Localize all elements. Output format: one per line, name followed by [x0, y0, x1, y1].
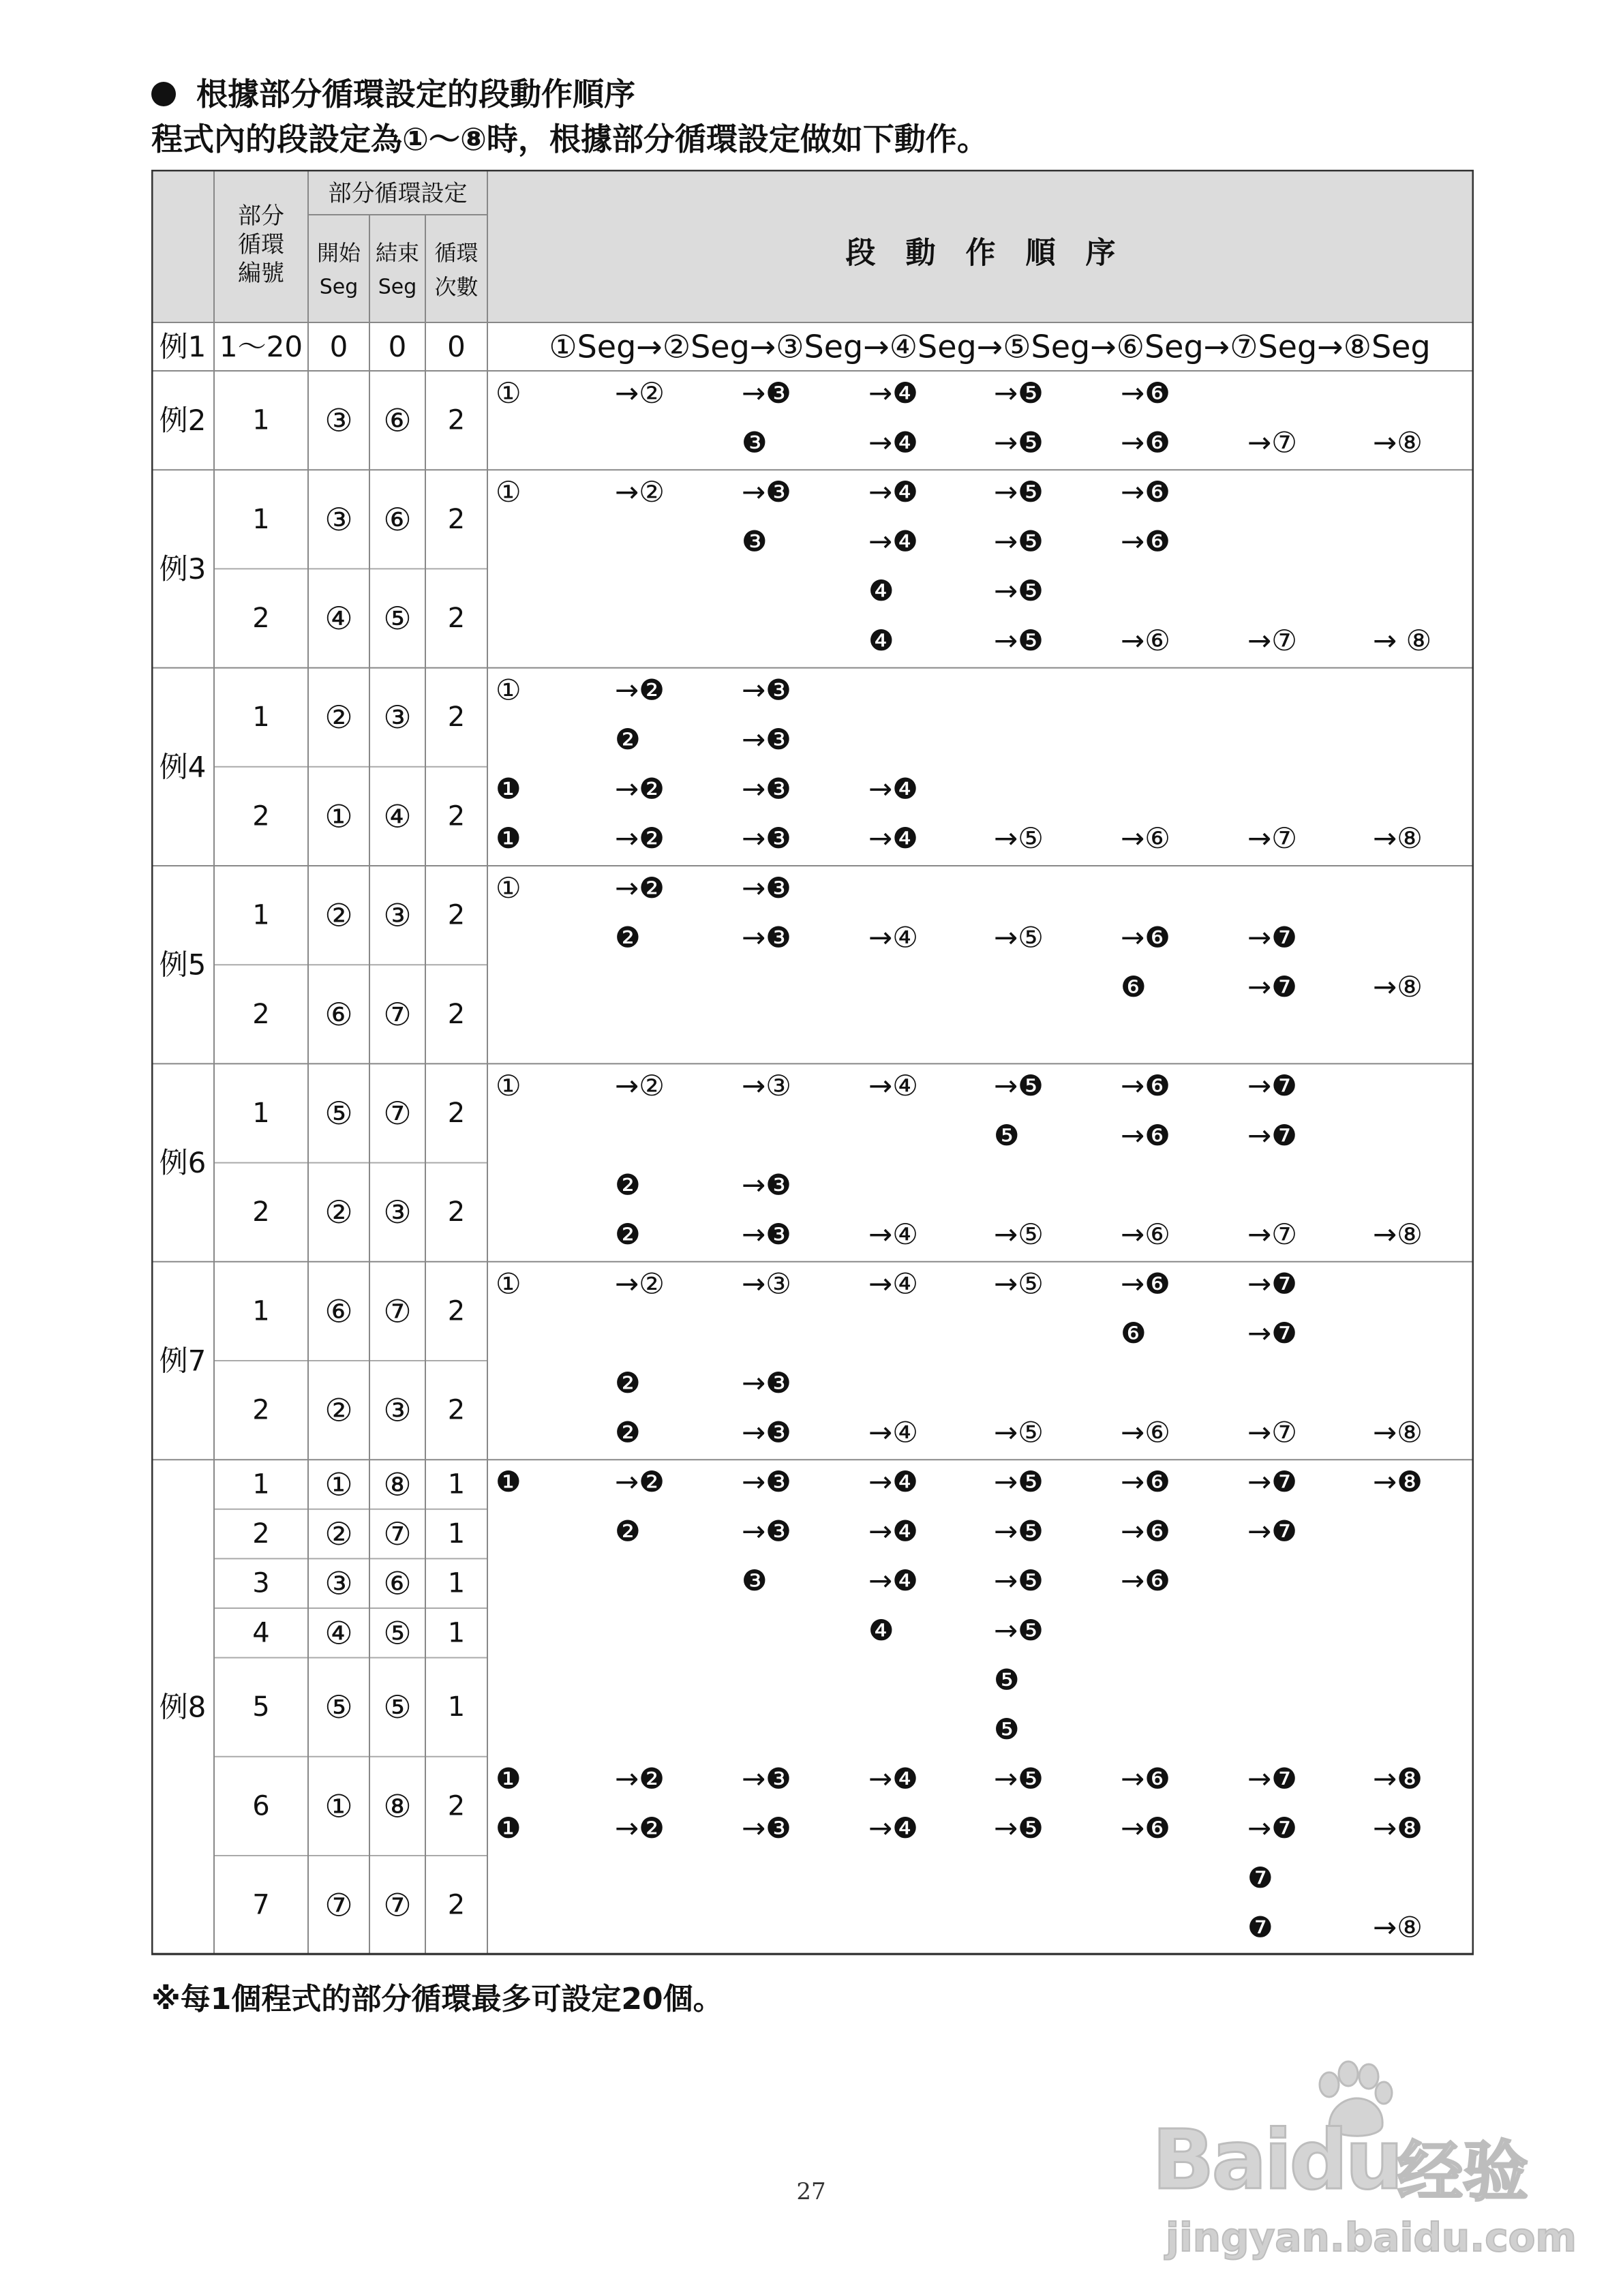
sequence-step: →②: [615, 1069, 665, 1103]
sequence-step: ❼: [1247, 1860, 1273, 1894]
example-label: 例2: [159, 404, 207, 438]
sequence-step: →❹: [868, 1811, 918, 1845]
sequence-step: →⑦: [1247, 821, 1297, 856]
sequence-step: →❻: [1121, 376, 1170, 410]
sequence-step: →❸: [742, 1514, 791, 1548]
sequence-step: →❸: [742, 1168, 791, 1202]
start-seg: ④: [324, 1614, 353, 1652]
example-label: 例7: [159, 1344, 207, 1378]
sequence-step: ①: [496, 1267, 521, 1301]
sequence-step: →⑥: [1121, 1415, 1170, 1449]
start-seg: ③: [324, 402, 353, 439]
sequence-step: ❶: [496, 1762, 521, 1796]
sequence-step: → ⑧: [1373, 623, 1432, 657]
sequence-step: →❸: [742, 376, 791, 410]
end-seg: ⑥: [383, 402, 412, 439]
sequence-step: →❼: [1247, 1267, 1297, 1301]
loop-count: 1: [447, 1518, 466, 1550]
sequence-step: →❸: [742, 1811, 791, 1845]
sequence-step: →❷: [615, 871, 665, 905]
start-seg: ③: [324, 1565, 353, 1602]
sequence-step: →❻: [1121, 425, 1170, 459]
sequence-step: →③: [742, 1069, 791, 1103]
sequence-step: →❺: [994, 1514, 1044, 1548]
loop-count: 2: [447, 1196, 466, 1228]
sequence-step: →❼: [1247, 1118, 1297, 1152]
sequence-step: →③: [742, 1267, 791, 1301]
sequence-step: →❻: [1121, 1811, 1170, 1845]
sequence-step: ❷: [615, 1168, 641, 1202]
section-heading-text: 根據部分循環設定的段動作順序: [196, 76, 635, 112]
sequence-step: →❸: [742, 772, 791, 806]
sequence-step: →②: [615, 376, 665, 410]
end-seg: ⑥: [383, 500, 412, 538]
sequence-step: →❷: [615, 1811, 665, 1845]
sequence-step: →⑧: [1373, 970, 1423, 1003]
end-seg: ⑤: [383, 600, 412, 637]
loop-count: 2: [447, 1790, 466, 1822]
sequence-step: →❺: [994, 1762, 1044, 1796]
sequence-step: →❷: [615, 673, 665, 707]
sequence-step: ❷: [615, 1415, 641, 1449]
header-loop-no: 部分: [238, 202, 284, 230]
sequence-step: →⑥: [1121, 623, 1170, 657]
sequence-step: →❼: [1247, 970, 1297, 1003]
sequence-step: →❻: [1121, 475, 1170, 509]
end-seg: ③: [383, 1391, 412, 1429]
sequence-step: ❹: [868, 1613, 894, 1647]
start-seg: ①: [324, 1787, 353, 1825]
sequence-step: →⑧: [1373, 1218, 1423, 1251]
loop-no: 1: [252, 1468, 270, 1500]
end-seg: ⑦: [383, 1095, 412, 1132]
sequence-step: →⑤: [994, 920, 1044, 954]
sequence-step: ❼: [1247, 1910, 1273, 1944]
sequence-step: →❸: [742, 1218, 791, 1251]
loop-count: 1: [447, 1691, 466, 1723]
page-number: 27: [796, 2178, 826, 2205]
sequence-step: ❻: [1121, 970, 1147, 1003]
sequence-step: →❻: [1121, 1762, 1170, 1796]
header-count: 循環: [434, 240, 479, 266]
sequence-step: →❹: [868, 376, 918, 410]
sequence-step: ❷: [615, 920, 641, 954]
sequence-step: →❹: [868, 821, 918, 856]
loop-no: 5: [252, 1691, 270, 1723]
sequence-step: →❸: [742, 1762, 791, 1796]
loop-count: 2: [447, 1295, 466, 1327]
loop-no: 6: [252, 1790, 270, 1822]
sequence-step: ❺: [994, 1118, 1020, 1152]
start-seg: ⑤: [324, 1689, 353, 1726]
end-seg: ⑧: [383, 1466, 412, 1503]
loop-count: 2: [447, 998, 466, 1030]
sequence-step: →⑧: [1373, 425, 1423, 459]
table-svg: [151, 170, 1474, 1957]
sequence-step: →❸: [742, 673, 791, 707]
sequence-step: →⑦: [1247, 1218, 1297, 1251]
sequence-step: →❷: [615, 1762, 665, 1796]
sequence-step: →❺: [994, 1811, 1044, 1845]
start-seg: ③: [324, 500, 353, 538]
sequence-step: →❸: [742, 1415, 791, 1449]
loop-count: 2: [447, 800, 466, 832]
end-seg: 0: [388, 330, 407, 363]
segment-sequence-table: [151, 170, 1474, 1957]
end-seg: ⑤: [383, 1614, 412, 1652]
sequence-step: →④: [868, 1415, 918, 1449]
sequence-step: ❷: [615, 723, 641, 756]
sequence-step: →❺: [994, 1069, 1044, 1103]
sequence-step: →②: [615, 1267, 665, 1301]
loop-count: 2: [447, 1394, 466, 1426]
sequence-step: →❺: [994, 623, 1044, 657]
loop-no: 2: [252, 603, 270, 634]
sequence-step: ❸: [742, 425, 768, 459]
loop-count: 2: [447, 503, 466, 535]
header-start: 開始: [316, 240, 361, 266]
end-seg: ③: [383, 699, 412, 736]
sequence-step: →④: [868, 1267, 918, 1301]
sequence-step: →⑧: [1373, 821, 1423, 856]
end-seg: ⑤: [383, 1689, 412, 1726]
sequence-step: →❷: [615, 1465, 665, 1498]
sequence-step: →❼: [1247, 1811, 1297, 1845]
header-count: 次數: [434, 274, 479, 300]
sequence-step: →⑦: [1247, 623, 1297, 657]
sequence-step: →❻: [1121, 524, 1170, 558]
sequence-step: →④: [868, 1069, 918, 1103]
sequence-step: →❼: [1247, 1514, 1297, 1548]
header-loop-no: 編號: [238, 260, 284, 287]
sequence-step: ❺: [994, 1663, 1020, 1697]
sequence-step: →❺: [994, 1465, 1044, 1498]
sequence-step: ❷: [615, 1218, 641, 1251]
sequence-step: →⑤: [994, 1415, 1044, 1449]
sequence-step: ①: [496, 871, 521, 905]
loop-count: 2: [447, 1889, 466, 1921]
sequence-line: ①Seg→②Seg→③Seg→④Seg→⑤Seg→⑥Seg→⑦Seg→⑧Seg: [549, 328, 1431, 365]
loop-count: 1: [447, 1567, 466, 1599]
sequence-step: →❼: [1247, 1762, 1297, 1796]
loop-no: 7: [252, 1889, 270, 1921]
sequence-step: →❼: [1247, 920, 1297, 954]
sequence-step: →❸: [742, 475, 791, 509]
sequence-step: ❹: [868, 623, 894, 657]
baidu-watermark: [1152, 2059, 1577, 2263]
sequence-step: →⑥: [1121, 821, 1170, 856]
example-label: 例4: [159, 750, 207, 784]
loop-count: 0: [447, 330, 466, 363]
start-seg: ②: [324, 699, 353, 736]
loop-no: 1: [252, 899, 270, 931]
loop-no: 1: [252, 701, 270, 734]
sequence-step: →❽: [1373, 1811, 1423, 1845]
sequence-step: →❺: [994, 475, 1044, 509]
end-seg: ⑦: [383, 1515, 412, 1553]
loop-no: 2: [252, 1196, 270, 1228]
loop-count: 2: [447, 701, 466, 734]
sequence-step: →❹: [868, 772, 918, 806]
end-seg: ⑥: [383, 1565, 412, 1602]
sequence-step: →❹: [868, 1514, 918, 1548]
header-start: Seg: [319, 275, 359, 299]
sequence-step: ❺: [994, 1712, 1020, 1746]
start-seg: ⑥: [324, 1293, 353, 1330]
example-label: 例8: [159, 1690, 207, 1724]
sequence-step: →④: [868, 920, 918, 954]
sequence-step: ❷: [615, 1514, 641, 1548]
end-seg: ⑦: [383, 1293, 412, 1330]
loop-count: 2: [447, 1098, 466, 1129]
sequence-step: →❸: [742, 821, 791, 856]
sequence-step: ❶: [496, 1811, 521, 1845]
header-sequence: 段 動 作 順 序: [845, 235, 1116, 271]
sequence-step: →❼: [1247, 1316, 1297, 1350]
start-seg: ⑥: [324, 995, 353, 1033]
sequence-step: →❽: [1373, 1762, 1423, 1796]
loop-no: 1: [252, 404, 270, 436]
loop-no: 2: [252, 1518, 270, 1550]
sequence-step: ①: [496, 1069, 521, 1103]
loop-count: 2: [447, 899, 466, 931]
sequence-step: →⑧: [1373, 1910, 1423, 1944]
loop-no: 1: [252, 503, 270, 535]
sequence-step: ❻: [1121, 1316, 1147, 1350]
sequence-step: →❸: [742, 723, 791, 756]
sequence-step: →❺: [994, 1564, 1044, 1598]
end-seg: ⑧: [383, 1787, 412, 1825]
sequence-step: →❼: [1247, 1069, 1297, 1103]
sequence-step: →❺: [994, 524, 1044, 558]
section-heading: [151, 75, 635, 113]
start-seg: ⑦: [324, 1886, 353, 1924]
end-seg: ③: [383, 896, 412, 934]
sequence-step: ❶: [496, 772, 521, 806]
loop-no: 1～20: [219, 330, 303, 363]
example-label: 例3: [159, 552, 207, 586]
sequence-step: →❻: [1121, 1118, 1170, 1152]
start-seg: ④: [324, 600, 353, 637]
loop-no: 3: [252, 1567, 270, 1599]
sequence-step: →⑧: [1373, 1415, 1423, 1449]
start-seg: ②: [324, 896, 353, 934]
end-seg: ④: [383, 798, 412, 835]
sequence-step: →❻: [1121, 920, 1170, 954]
sequence-step: →❼: [1247, 1465, 1297, 1498]
loop-no: 2: [252, 800, 270, 832]
sequence-step: →⑤: [994, 1218, 1044, 1251]
header-end: 結束: [375, 240, 420, 266]
start-seg: ⑤: [324, 1095, 353, 1132]
loop-no: 2: [252, 998, 270, 1030]
sequence-step: ①: [496, 376, 521, 410]
loop-count: 2: [447, 404, 466, 436]
header-loop-no: 循環: [238, 231, 284, 258]
intro-text: 程式內的段設定為①～⑧時，根據部分循環設定做如下動作。: [151, 121, 988, 157]
watermark-brand: Baidu: [1152, 2113, 1401, 2208]
sequence-step: →❹: [868, 1465, 918, 1498]
sequence-step: →❸: [742, 920, 791, 954]
sequence-step: ❷: [615, 1365, 641, 1400]
sequence-step: ①: [496, 475, 521, 509]
sequence-step: ❸: [742, 1564, 768, 1598]
start-seg: ②: [324, 1391, 353, 1429]
start-seg: ②: [324, 1515, 353, 1553]
sequence-step: ❶: [496, 821, 521, 856]
sequence-step: →⑥: [1121, 1218, 1170, 1251]
end-seg: ⑦: [383, 995, 412, 1033]
sequence-step: →❷: [615, 821, 665, 856]
start-seg: ①: [324, 1466, 353, 1503]
sequence-step: →❻: [1121, 1514, 1170, 1548]
loop-no: 1: [252, 1098, 270, 1129]
sequence-step: →❹: [868, 524, 918, 558]
footnote: ※每1個程式的部分循環最多可設定20個。: [151, 1982, 723, 2016]
loop-no: 1: [252, 1295, 270, 1327]
loop-count: 1: [447, 1617, 466, 1649]
watermark-cn: 经验: [1397, 2134, 1528, 2210]
sequence-step: →❹: [868, 1564, 918, 1598]
sequence-step: →❽: [1373, 1465, 1423, 1498]
header-group: 部分循環設定: [328, 180, 468, 207]
sequence-step: →⑤: [994, 1267, 1044, 1301]
loop-count: 1: [447, 1468, 466, 1500]
sequence-step: →❸: [742, 871, 791, 905]
sequence-step: →❺: [994, 574, 1044, 608]
header-end: Seg: [378, 275, 417, 299]
sequence-step: →❸: [742, 1465, 791, 1498]
sequence-step: →❺: [994, 1613, 1044, 1647]
end-seg: ③: [383, 1194, 412, 1231]
sequence-step: ❶: [496, 1465, 521, 1498]
sequence-step: →②: [615, 475, 665, 509]
sequence-step: ①: [496, 673, 521, 707]
sequence-step: →❻: [1121, 1564, 1170, 1598]
sequence-step: →⑦: [1247, 425, 1297, 459]
example-label: 例1: [159, 330, 207, 363]
sequence-step: →⑦: [1247, 1415, 1297, 1449]
watermark-url: jingyan.baidu.com: [1166, 2214, 1577, 2261]
sequence-step: →❹: [868, 475, 918, 509]
sequence-step: →❺: [994, 425, 1044, 459]
sequence-step: →❻: [1121, 1267, 1170, 1301]
end-seg: ⑦: [383, 1886, 412, 1924]
start-seg: ①: [324, 798, 353, 835]
sequence-step: →❸: [742, 1365, 791, 1400]
start-seg: ②: [324, 1194, 353, 1231]
sequence-step: →④: [868, 1218, 918, 1251]
loop-count: 2: [447, 603, 466, 634]
example-label: 例6: [159, 1146, 207, 1180]
sequence-step: →❻: [1121, 1465, 1170, 1498]
sequence-step: →❹: [868, 425, 918, 459]
bullet-icon: [151, 82, 176, 106]
start-seg: 0: [329, 330, 348, 363]
sequence-step: ❸: [742, 524, 768, 558]
sequence-step: →❺: [994, 376, 1044, 410]
example-label: 例5: [159, 948, 207, 982]
sequence-step: ❹: [868, 574, 894, 608]
loop-no: 2: [252, 1394, 270, 1426]
sequence-step: →❹: [868, 1762, 918, 1796]
sequence-step: →⑤: [994, 821, 1044, 856]
sequence-step: →❷: [615, 772, 665, 806]
sequence-step: →❻: [1121, 1069, 1170, 1103]
loop-no: 4: [252, 1617, 270, 1649]
